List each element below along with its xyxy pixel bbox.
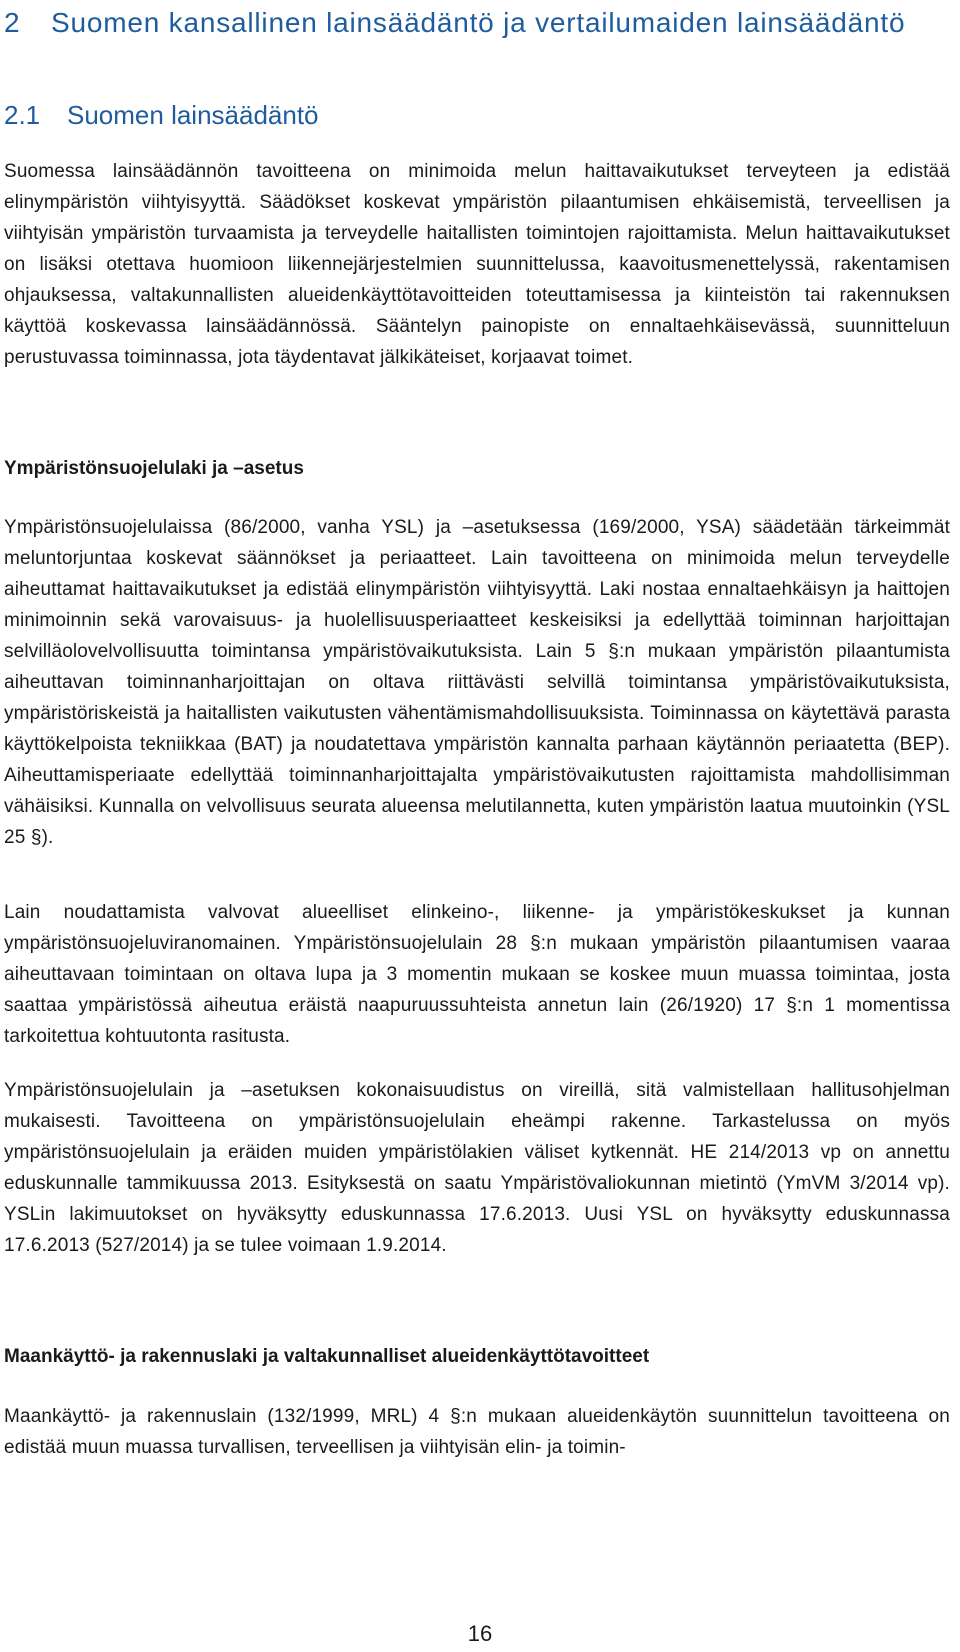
chapter-title: Suomen kansallinen lainsäädäntö ja vertailumaiden lainsäädäntö [51,7,906,38]
ysl-paragraph-2: Lain noudattamista valvovat alueelliset elinkeino-, liikenne- ja ympäristökeskukset ja kunnan ympäristönsuojeluviranomainen. Ympäristönsuojelulain 28 §:n mukaan ympäristön pilaantumisen vaaraa aiheuttavaan toimintaan on oltava lupa ja 3 momentin mukaan se koskee muun muassa toimintaa, josta saattaa ympäristössä aiheutua eräistä naapuruussuhteista annetun lain (26/1920) 17 §:n 1 momentissa tarkoitettua kohtuutonta rasitusta. [4,902,950,1047]
section-number: 2.1 [4,100,41,130]
ysl-paragraph-3: Ympäristönsuojelulain ja –asetuksen kokonaisuudistus on vireillä, sitä valmistellaan hallitusohjelman mukaisesti. Tavoitteena on ympäristönsuojelulain eheämpi rakenne. Tarkastelussa on myös ympäristönsuojelulain ja eräiden muiden ympäristölakien väliset kytkennät. HE 214/2013 vp on annettu eduskunnalle tammikuussa 2013. Esityksestä on saatu Ympäristövaliokunnan mietintö (YmVM 3/2014 vp). YSLin lakimuutokset on hyväksytty eduskunnassa 17.6.2013. Uusi YSL on hyväksytty eduskunnassa 17.6.2013 (527/2014) ja se tulee voimaan 1.9.2014. [4,1080,950,1256]
ysl-paragraph-1: Ympäristönsuojelulaissa (86/2000, vanha YSL) ja –asetuksessa (169/2000, YSA) säädetään tärkeimmät meluntorjuntaa koskevat säännökset ja periaatteet. Lain tavoitteena on minimoida melun terveydelle aiheuttamat haittavaikutukset ja edistää elinympäristön viihtyisyyttä. Laki nostaa ennaltaehkäisyn ja haittojen minimoinnin sekä varovaisuus- ja huolellisuusperiaatteet keskeisiksi ja edellyttää toiminnan harjoittajan selvilläolovelvollisuutta toimintansa ympäristövaikutuksista. Lain 5 §:n mukaan ympäristön pilaantumista aiheuttavan toiminnanharjoittajan on oltava riittävästi selvillä toimintansa ympäristövaikutuksista, ympäristöriskeistä ja haitallisten vaikutusten vähentämismahdollisuuksista. Toiminnassa on käytettävä parasta käyttökelpoista tekniikkaa (BAT) ja noudatettava ympäristön kannalta parhaan käytännön periaatetta (BEP). Aiheuttamisperiaate edellyttää toiminnanharjoittajalta ympäristövaikutusten rajoittamista mahdollisimman vähäisiksi. Kunnalla on velvollisuus seurata alueensa melutilannetta, kuten ympäristön laatua muutoinkin (YSL 25 §). [4,517,950,848]
chapter-heading [0,4,950,42]
intro-paragraph: Suomessa lainsäädännön tavoitteena on minimoida melun haittavaikutukset terveyteen ja edistää elinympäristön viihtyisyyttä. Säädökset koskevat ympäristön pilaantumisen ehkäisemistä, terveellisen ja viihtyisän ympäristön turvaamista ja terveydelle haitallisten toimintojen rajoittamista. Melun haittavaikutukset on lisäksi otettava huomioon liikennejärjestelmien suunnittelussa, kaavoitusmenettelyssä, rakentamisen ohjauksessa, valtakunnallisten alueidenkäyttötavoitteiden toteuttamisessa ja kiinteistön tai rakennuksen käyttöä koskevassa lainsäädännössä. Sääntelyn painopiste on ennaltaehkäisevässä, suunnitteluun perustuvassa toiminnassa, jota täydentavat jälkikäteiset, korjaavat toimet. [4,161,950,368]
subheading-mrl: Maankäyttö- ja rakennuslaki ja valtakunnalliset alueidenkäyttötavoitteet [4,1346,650,1367]
section-title: Suomen lainsäädäntö [67,100,319,130]
subheading-ysl: Ympäristönsuojelulaki ja –asetus [4,458,304,479]
mrl-paragraph: Maankäyttö- ja rakennuslain (132/1999, MRL) 4 §:n mukaan alueidenkäytön suunnittelun tavoitteena on edistää muun muassa turvallisen, terveellisen ja viihtyisän elin- ja toimin- [4,1406,950,1458]
page-number: 16 [467,1621,493,1646]
section-heading [4,98,319,132]
chapter-number: 2 [4,7,20,38]
